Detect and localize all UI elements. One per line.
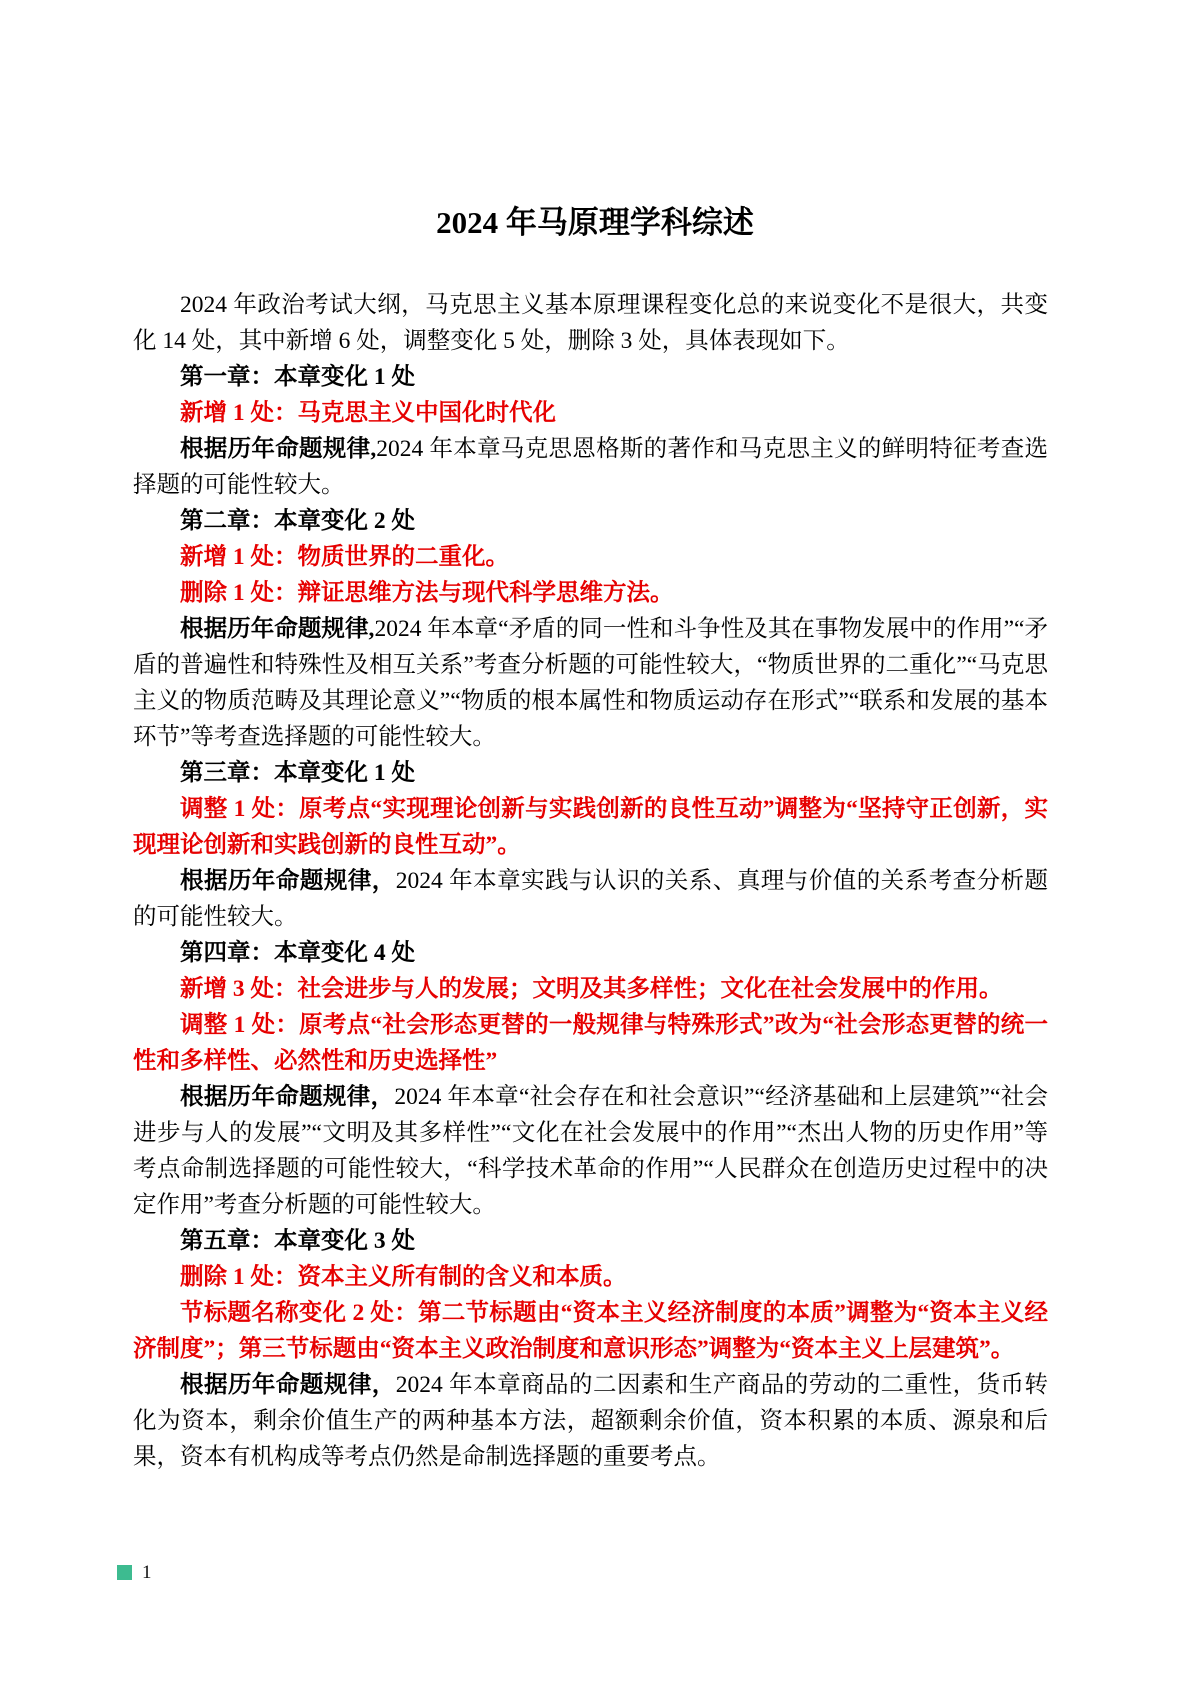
page-footer (117, 1563, 152, 1582)
exam-pattern-lead: 根据历年命题规律， (180, 868, 396, 894)
chapter-1-heading: 第一章：本章变化 1 处 (180, 364, 415, 390)
chapter-5-change-section-renamed: 节标题名称变化 2 处：第二节标题由“资本主义经济制度的本质”调整为“资本主义经济制度”；第三节标题由“资本主义政治制度和意识形态”调整为“资本主义上层建筑”。 (133, 1300, 1048, 1362)
intro-paragraph: 2024 年政治考试大纲，马克思主义基本原理课程变化总的来说变化不是很大，共变化 14 处，其中新增 6 处，调整变化 5 处，删除 3 处，具体表现如下。 (133, 292, 1048, 354)
document-title: 2024 年马原理学科综述 (436, 205, 754, 240)
chapter-4-exam-pattern (133, 1079, 1048, 1223)
chapter-4-heading: 第四章：本章变化 4 处 (180, 940, 415, 966)
footer-marker-square (117, 1565, 132, 1580)
chapter-1-exam-pattern (133, 431, 1048, 503)
page-number: 1 (142, 1562, 152, 1583)
exam-pattern-text: 2024 年本章马克思恩格斯的著作和马克思主义的鲜明特征考查选择题的可能性较大。 (133, 436, 1049, 498)
exam-pattern-lead: 根据历年命题规律, (180, 616, 375, 642)
exam-pattern-lead: 根据历年命题规律， (180, 1372, 396, 1398)
exam-pattern-text: 2024 年本章实践与认识的关系、真理与价值的关系考查分析题的可能性较大。 (133, 868, 1049, 930)
chapter-5-heading: 第五章：本章变化 3 处 (180, 1228, 415, 1254)
chapter-3-heading: 第三章：本章变化 1 处 (180, 760, 415, 786)
chapter-3-exam-pattern (133, 863, 1048, 935)
exam-pattern-text: 2024 年本章“矛盾的同一性和斗争性及其在事物发展中的作用”“矛盾的普遍性和特殊性及相互关系”考查分析题的可能性较大，“物质世界的二重化”“马克思主义的物质范畴及其理论意义”“物质的根本属性和物质运动存在形式”“联系和发展的基本环节”等考查选择题的可能性较大。 (133, 616, 1048, 750)
exam-pattern-text: 2024 年本章商品的二因素和生产商品的劳动的二重性，货币转化为资本，剩余价值生产的两种基本方法，超额剩余价值，资本积累的本质、源泉和后果，资本有机构成等考点仍然是命制选择题的重要考点。 (133, 1372, 1049, 1470)
chapter-4-change-added: 新增 3 处：社会进步与人的发展；文明及其多样性；文化在社会发展中的作用。 (180, 976, 1003, 1002)
chapter-2-exam-pattern (133, 611, 1048, 755)
exam-pattern-text: 2024 年本章“社会存在和社会意识”“经济基础和上层建筑”“社会进步与人的发展”“文明及其多样性”“文化在社会发展中的作用”“杰出人物的历史作用”等考点命制选择题的可能性较大，“科学技术革命的作用”“人民群众在创造历史过程中的决定作用”考查分析题的可能性较大。 (133, 1084, 1049, 1218)
chapter-1-change-added: 新增 1 处：马克思主义中国化时代化 (180, 400, 556, 426)
chapter-4-change-adjusted: 调整 1 处：原考点“社会形态更替的一般规律与特殊形式”改为“社会形态更替的统一性和多样性、必然性和历史选择性” (133, 1012, 1048, 1074)
exam-pattern-lead: 根据历年命题规律, (180, 436, 377, 462)
chapter-5-exam-pattern (133, 1367, 1048, 1475)
chapter-2-heading: 第二章：本章变化 2 处 (180, 508, 415, 534)
chapter-5-change-deleted: 删除 1 处：资本主义所有制的含义和本质。 (180, 1264, 627, 1290)
exam-pattern-lead: 根据历年命题规律， (180, 1084, 395, 1110)
chapter-2-change-added: 新增 1 处：物质世界的二重化。 (180, 544, 509, 570)
chapter-3-change-adjusted: 调整 1 处：原考点“实现理论创新与实践创新的良性互动”调整为“坚持守正创新，实现理论创新和实践创新的良性互动”。 (133, 796, 1048, 858)
chapter-2-change-deleted: 删除 1 处：辩证思维方法与现代科学思维方法。 (180, 580, 674, 606)
document-body (133, 287, 1048, 1475)
